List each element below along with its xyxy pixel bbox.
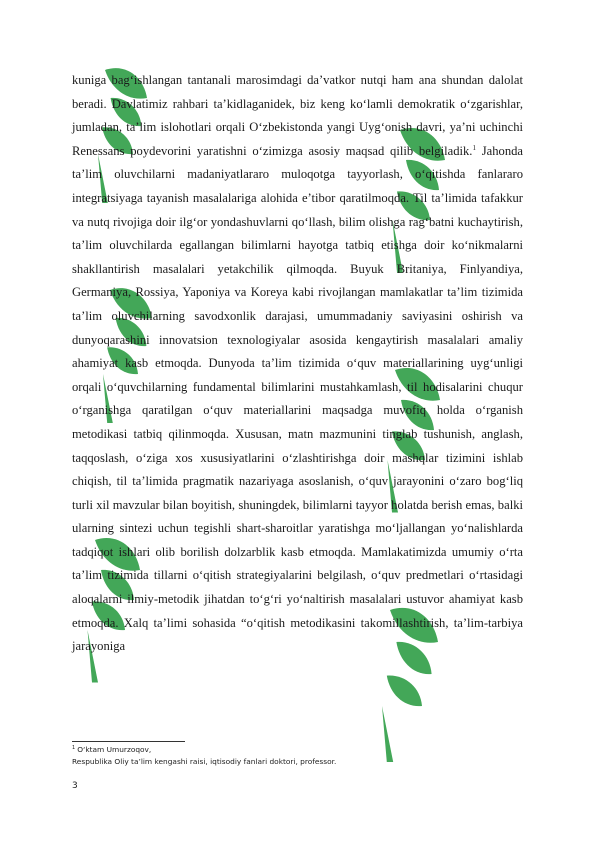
footnote-number: 1 [72, 744, 76, 751]
footnote-line-2: Respublika Oliy ta’lim kengashi raisi, iqtisodiy fanlari doktori, professor. [72, 757, 337, 766]
footnote-line-1 [72, 744, 523, 756]
body-text-after-footnote: Jahonda ta’lim oluvchilarni madaniyatlararo muloqotga tayyorlash, o‘qitishda fanlararo integratsiyaga tayanish masalalariga alohida e’tibor qaratilmoqda. Til ta’limida tafakkur va nutq rivojiga doir ilg‘or yondashuvlarni qo‘llash, bilim olishga rag‘batni kuchaytirish, ta’lim oluvchilarda egallangan bilimlarni hayotga tatbiq etishga doir ko‘nikmalarni shakllantirish masalalari yetakchilik qilmoqda. Buyuk Britaniya, Finlyandiya, Germaniya, Rossiya, Yaponiya va Koreya kabi rivojlangan mamlakatlar ta’lim tizimida ta’lim oluvchilarning savodxonlik darajasi, umummadaniy saviyasini oshirish va dunyoqarashini innovatsion texnologiyalar asosida kengaytirish masalalari amaliy ahamiyat kasb etmoqda. Dunyoda ta’lim tizimida o‘quv materiallarining uyg‘unligi orqali o‘quvchilarning fundamental bilimlarini mustahkamlash, til hodisalarini chuqur o‘rganishga qaratilgan o‘quv materiallarini maqsadga muvofiq holda o‘rganish metodikasi tatbiq qilinmoqda. Xususan, matn mazmunini tinglab tushunish, anglash, taqqoslash, o‘ziga xos xususiyatlarini o‘zlashtirishga doir mashqlar tizimini ishlab chiqish, til ta’limida pragmatik nazariyaga asoslanish, o‘quv jarayonini o‘zaro bog‘liq turli xil mavzular bilan boyitish, shuningdek, bilimlarni tayyor holatda berish emas, balki ularning sintezi uchun tegishli shart-sharoitlar yaratishga mo‘ljallangan yo‘nalishlarda tadqiqot ishlari olib borilish dolzarblik kasb etmoqda. Mamlakatimizda umumiy o‘rta ta’lim tizimida tillarni o‘qitish strategiyalarini belgilash, o‘quv predmetlari o‘rtasidagi aloqalarni ilmiy-metodik jihatdan to‘g‘ri yo‘naltirish masalalari ustuvor ahamiyat kasb etmoqda. Xalq ta’limi sohasida “o‘qitish metodikasini takomillashtirish, ta’lim-tarbiya jarayoniga [72, 143, 523, 654]
body-paragraph [72, 69, 523, 659]
body-text-before-footnote: kuniga bag‘ishlangan tantanali marosimdagi da’vatkor nutqi ham ana shundan dalolat beradi. Davlatimiz rahbari ta’kidlaganidek, biz keng ko‘lamli demokratik o‘zgarishlar, jumladan, ta’lim islohotlari orqali O‘zbekistonda yangi Uyg‘onish davri, ya’ni uchinchi Renessans poydevorini yaratishni o‘zimizga asosiy maqsad qilib belgiladik. [72, 73, 523, 158]
page-number: 3 [72, 781, 78, 791]
footnote [72, 744, 523, 768]
footnote-reference[interactable]: 1 [472, 143, 476, 152]
footnote-author: O‘ktam Umurzoqov, [77, 745, 152, 754]
footnote-separator [72, 741, 185, 742]
